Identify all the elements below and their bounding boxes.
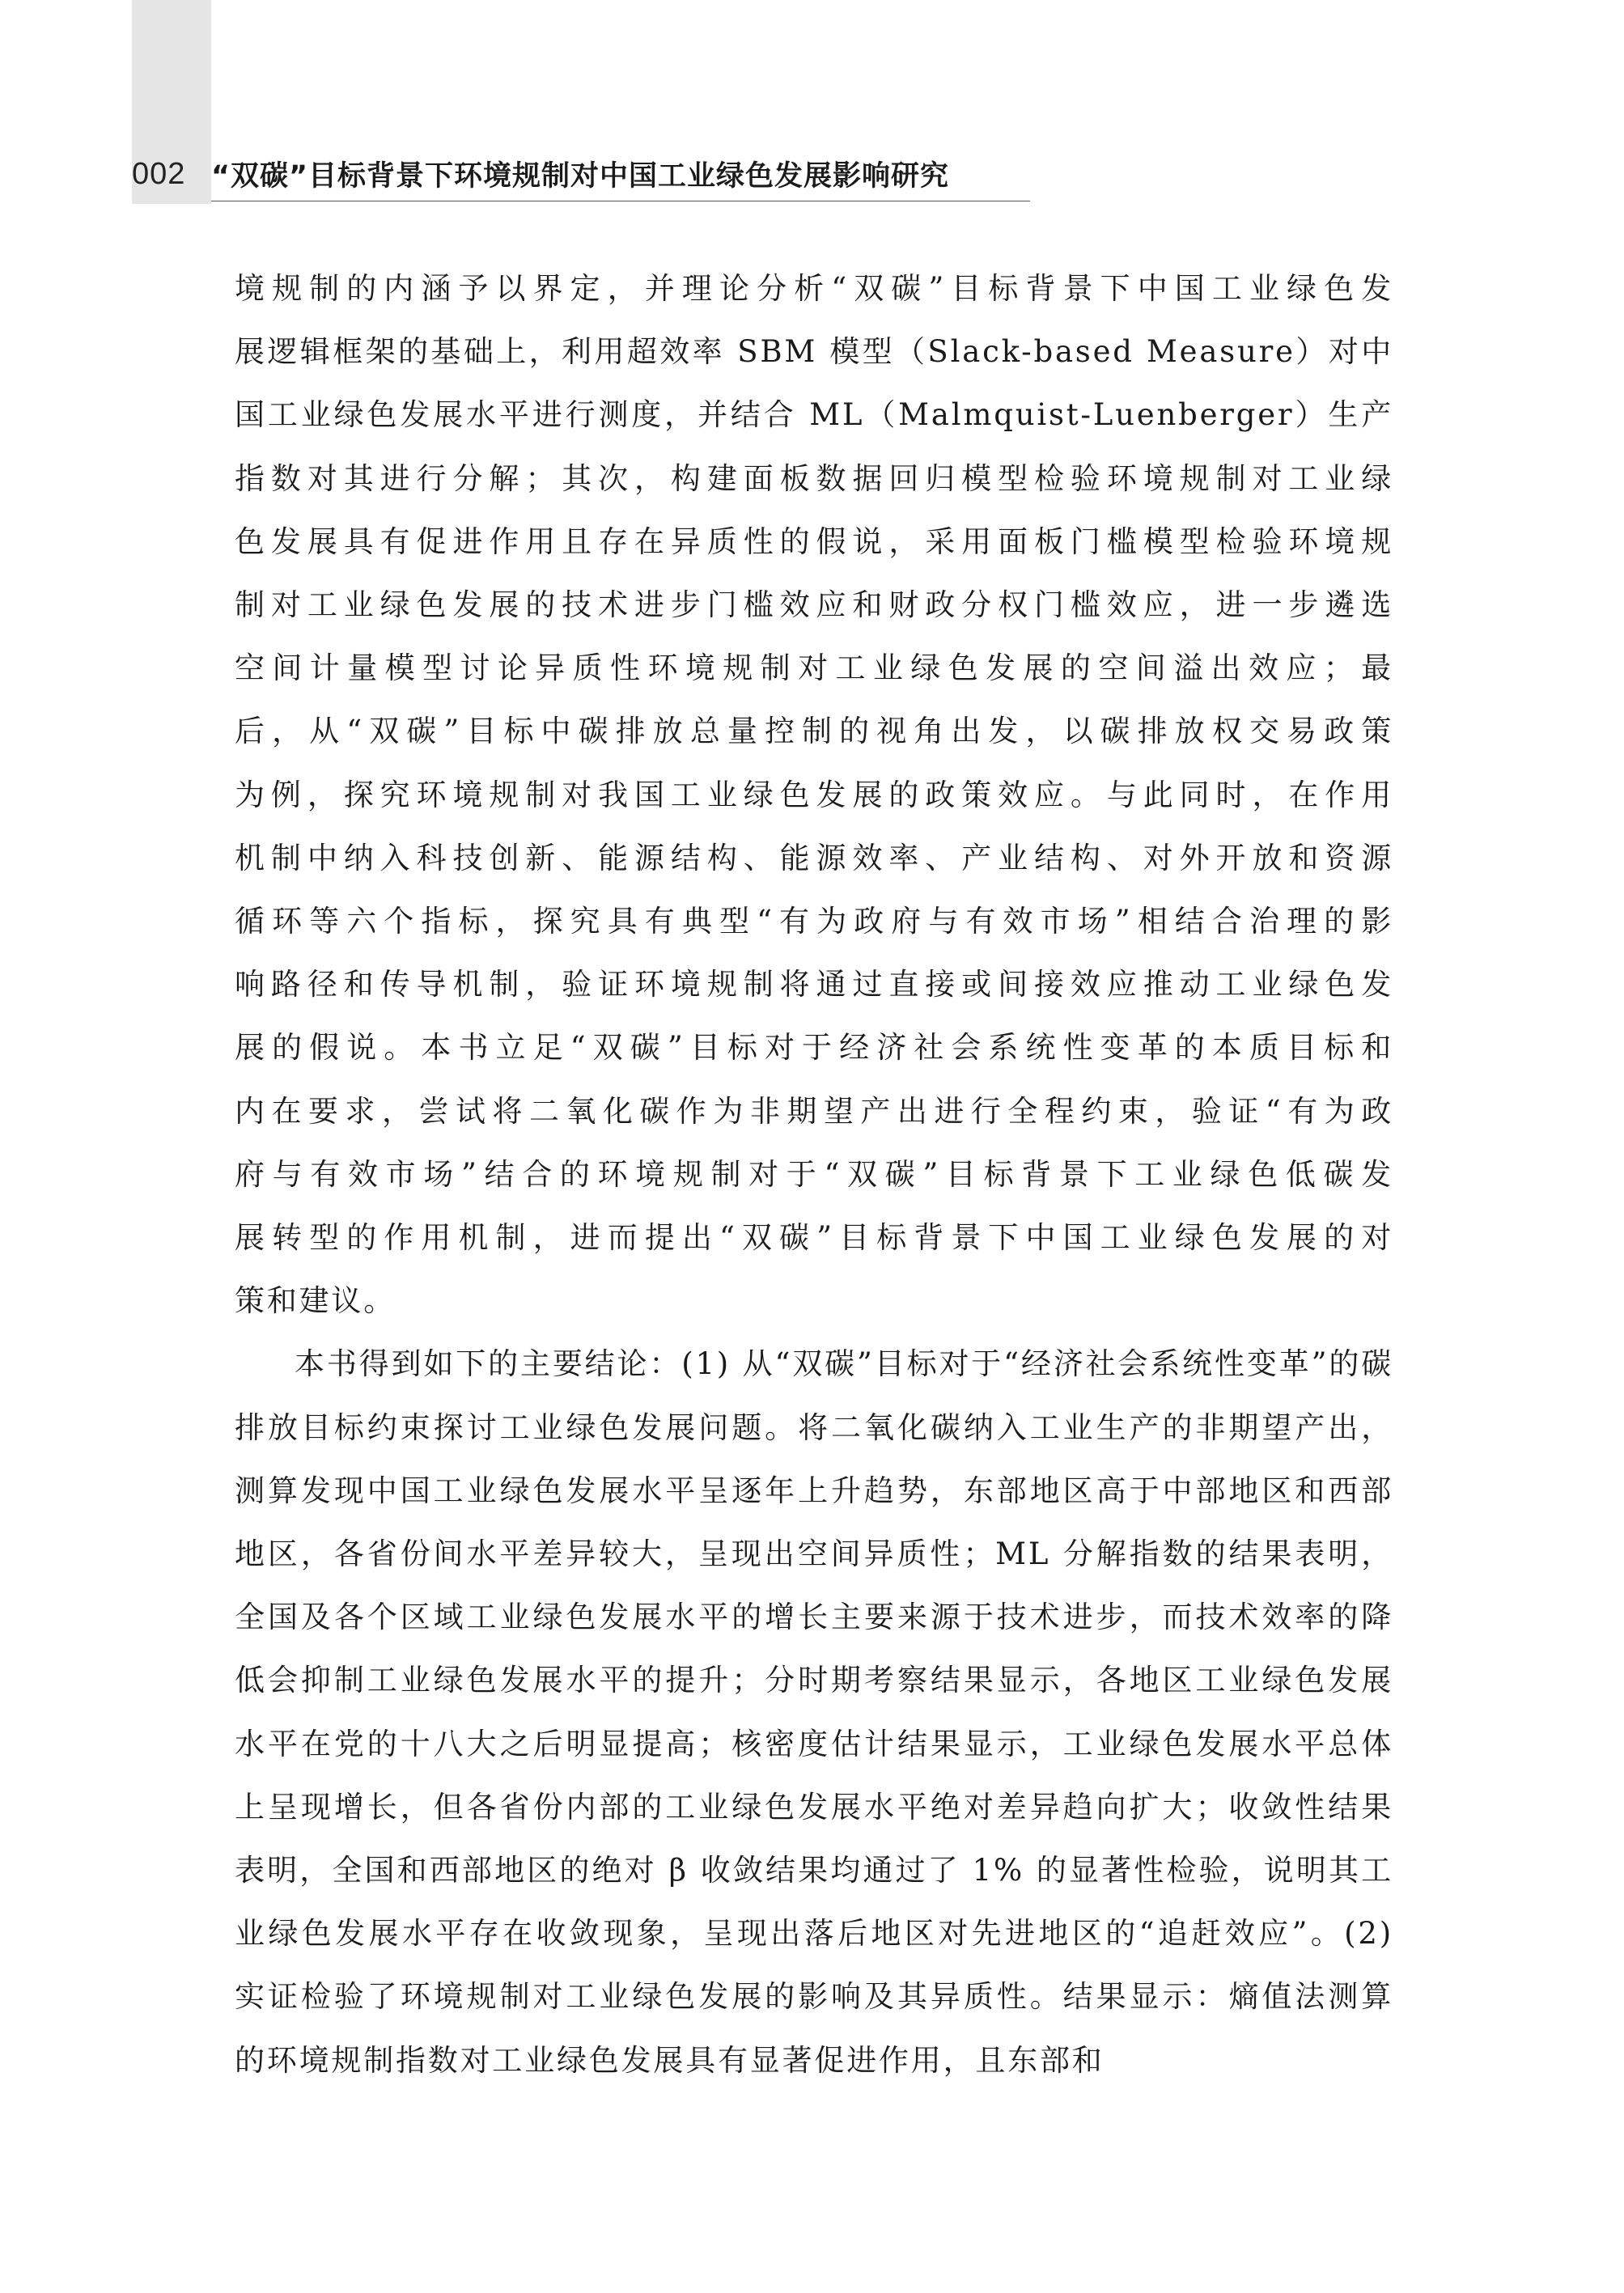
text-line: 响路径和传导机制，验证环境规制将通过直接或间接效应推动工业绿色发: [235, 967, 1393, 1002]
text-line: 空间计量模型讨论异质性环境规制对工业绿色发展的空间溢出效应；最: [235, 651, 1393, 686]
paragraph-1: [235, 257, 1393, 1333]
text-line: 制对工业绿色发展的技术进步门槛效应和财政分权门槛效应，进一步遴选: [235, 587, 1393, 623]
text-line: 府与有效市场”结合的环境规制对于“双碳”目标背景下工业绿色低碳发: [235, 1156, 1393, 1192]
running-title: “双碳”目标背景下环境规制对中国工业绿色发展影响研究: [211, 160, 950, 193]
text-line: 色发展具有促进作用且存在异质性的假说，采用面板门槛模型检验环境规: [235, 523, 1393, 559]
text-line: 策和建议。: [235, 1283, 396, 1319]
text-line: 循环等六个指标，探究具有典型“有为政府与有效市场”相结合治理的影: [235, 904, 1393, 939]
text-line: 为例，探究环境规制对我国工业绿色发展的政策效应。与此同时，在作用: [235, 777, 1393, 812]
page-header: [132, 150, 949, 198]
body-text: [235, 257, 1393, 2092]
text-line: 指数对其进行分解；其次，构建面板数据回归模型检验环境规制对工业绿: [235, 460, 1393, 496]
text-line: 机制中纳入科技创新、能源结构、能源效率、产业结构、对外开放和资源: [235, 840, 1393, 875]
text-line: 境规制的内涵予以界定，并理论分析“双碳”目标背景下中国工业绿色发: [235, 271, 1393, 306]
page-number: 002: [132, 156, 186, 191]
paragraph-2: 本书得到如下的主要结论：(1) 从“双碳”目标对于“经济社会系统性变革”的碳排放目标约束探讨工业绿色发展问题。将二氧化碳纳入工业生产的非期望产出，测算发现中国工业绿色发展水平呈逐年上升趋势，东部地区高于中部地区和西部地区，各省份间水平差异较大，呈现出空间异质性；ML 分解指数的结果表明，全国及各个区域工业绿色发展水平的增长主要来源于技术进步，而技术效率的降低会抑制工业绿色发展水平的提升；分时期考察结果显示，各地区工业绿色发展水平在党的十八大之后明显提高；核密度估计结果显示，工业绿色发展水平总体上呈现增长，但各省份内部的工业绿色发展水平绝对差异趋向扩大；收敛性结果表明，全国和西部地区的绝对 β 收敛结果均通过了 1% 的显著性检验，说明其工业绿色发展水平存在收敛现象，呈现出落后地区对先进地区的“追赶效应”。(2) 实证检验了环境规制对工业绿色发展的影响及其异质性。结果显示：熵值法测算的环境规制指数对工业绿色发展具有显著促进作用，且东部和: [235, 1346, 1393, 2078]
text-line: 内在要求，尝试将二氧化碳作为非期望产出进行全程约束，验证“有为政: [235, 1093, 1393, 1129]
text-line: 展的假说。本书立足“双碳”目标对于经济社会系统性变革的本质目标和: [235, 1030, 1393, 1066]
text-line: 展转型的作用机制，进而提出“双碳”目标背景下中国工业绿色发展的对: [235, 1220, 1393, 1256]
text-line: 后，从“双碳”目标中碳排放总量控制的视角出发，以碳排放权交易政策: [235, 714, 1393, 749]
text-line: 国工业绿色发展水平进行测度，并结合 ML（Malmquist-Luenberger）生产: [235, 397, 1393, 433]
text-line: 展逻辑框架的基础上，利用超效率 SBM 模型（Slack-based Measure）对中: [235, 334, 1393, 370]
